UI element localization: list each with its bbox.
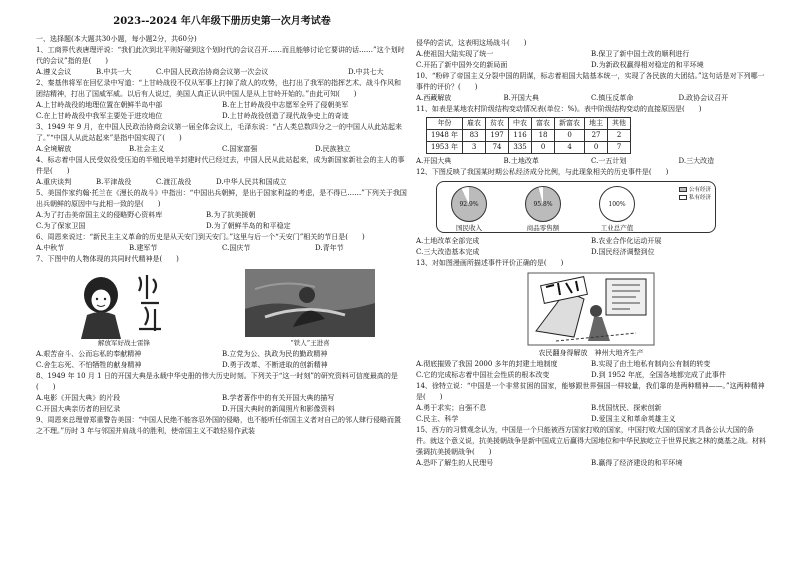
option: D.青年节 [315, 244, 344, 252]
option: C.在上甘岭战役中我军主要处于进攻地位 [36, 112, 163, 120]
question-9-options [416, 49, 766, 71]
table-cell: 4 [555, 142, 585, 154]
option: B.保卫了新中国土改的顺利进行 [591, 50, 690, 58]
option: A.开国大典 [416, 157, 452, 165]
option: D.三大改造 [678, 157, 715, 165]
pie-value: 95.8% [533, 201, 553, 208]
option: D.中共七大 [348, 68, 384, 76]
table-cell: 27 [585, 130, 608, 142]
lei-feng-illustration [69, 269, 179, 339]
option: A.中秋节 [36, 244, 65, 252]
option: B.为了抗美援朝 [206, 211, 256, 219]
table-header-cell: 年份 [427, 118, 463, 130]
legend-label: 公有经济 [688, 187, 711, 193]
table-cell: 335 [509, 142, 532, 154]
option: C.国家富强 [222, 145, 258, 153]
option: D.为新政权赢得相对稳定的和平环境 [591, 61, 704, 69]
table-cell: 18 [532, 130, 555, 142]
question-4-stem: 4、标志着中国人民受奴役受压迫的半殖民地半封建时代已经过去，中国人民从此站起来，成为新国家新社会的主人的事件是( ) [36, 156, 405, 175]
land-reform-cartoon [526, 271, 656, 359]
table-cell: 197 [486, 130, 509, 142]
lei-feng-portrait [69, 269, 179, 347]
table-row [427, 130, 631, 142]
option: B.建军节 [129, 244, 158, 252]
option: B.农业合作化运动开展 [591, 237, 662, 245]
option: B.社会主义 [129, 145, 165, 153]
option: D.民族独立 [315, 145, 351, 153]
option: B.平津战役 [96, 178, 132, 186]
option: C.三大改造基本完成 [416, 248, 480, 256]
question-3-options [36, 144, 408, 155]
question-5-stem: 5、美国作家约翰·托兰在《漫长的战斗》中指出：“中国出兵朝鲜，是出于国家利益的考虑，是不得已……”下列关于我国出兵朝鲜的原因中与此相一致的是( ) [36, 189, 407, 208]
option: D.到 1952 年底，全国各地都完成了此事件 [591, 371, 726, 379]
option: A.为了打击美帝国主义的侵略野心资料库 [36, 211, 163, 219]
question-15-stem: 15、西方的习惯观念认为，中国是一个只能被西方国家打败的国家，中国打败大国的国家才具备公认大国的条件。就这个意义说，抗美援朝战争是新中国成立后赢得大国地位和中华民族屹立于世界民族之林的奠基之战。材料强调抗美援朝战争( ) [416, 426, 766, 456]
figure-caption: “铁人”王进喜 [290, 339, 330, 347]
table-cell: 1948 年 [427, 130, 463, 142]
table-header-cell: 贫农 [486, 118, 509, 130]
ownership-pie-panel [436, 181, 716, 233]
option: C.开国大典亲历者的回忆录 [36, 405, 121, 413]
right-column [416, 38, 766, 469]
option: A.西藏解放 [416, 94, 452, 102]
table-cell: 2 [608, 130, 631, 142]
option: B.中共一大 [96, 68, 132, 76]
section-header: 一、选择题(本大题共30小题，每小题2分，共60分) [36, 35, 197, 43]
option: A.遵义会议 [36, 68, 72, 76]
question-14-options [416, 403, 766, 425]
option: C.中国人民政治协商会议第一次会议 [156, 68, 269, 76]
question-7-stem: 7、下图中的人物体现的共同时代精神是( ) [36, 255, 179, 263]
option: B.在上甘岭战役中志愿军全歼了侵朝美军 [222, 101, 349, 109]
pie-legend [679, 186, 711, 202]
table-cell: 74 [486, 142, 509, 154]
table-row [427, 142, 631, 154]
pie-label: 工业总产值 [600, 224, 634, 232]
legend-swatch [679, 187, 687, 192]
option: A.土地改革全部完成 [416, 237, 480, 245]
question-6-options [36, 243, 408, 254]
table-cell: 1953 年 [427, 142, 463, 154]
option: D.为了朝鲜半岛的和平稳定 [206, 222, 291, 230]
option: C.国庆节 [222, 244, 251, 252]
question-10-stem: 10、“粉碎了帝国主义分裂中国的阴谋，标志着祖国大陆基本统一，实现了各民族的大团结。”这句话是对下列哪一事件的评价？( ) [416, 72, 765, 91]
option: D.政协会议召开 [678, 94, 729, 102]
option: C.一五计划 [591, 157, 627, 165]
option: A.电影《开国大典》的片段 [36, 394, 121, 402]
pie-value: 92.9% [459, 201, 479, 208]
pie-industrial-output [599, 186, 635, 222]
question-4-options [36, 177, 408, 188]
table-header-cell: 富农 [532, 118, 555, 130]
cartoon-illustration [526, 271, 656, 347]
option: B.赢得了经济建设的和平环境 [591, 459, 683, 467]
option: D.中华人民共和国成立 [216, 178, 287, 186]
legend-item [679, 194, 711, 202]
option: B.土地改革 [503, 157, 539, 165]
pie-national-income [451, 186, 487, 222]
pie-value: 100% [608, 201, 626, 208]
option: C.舍生忘死、不怕牺牲的献身精神 [36, 361, 142, 369]
option: C.民主、科学 [416, 415, 459, 423]
table-header-cell: 地主 [585, 118, 608, 130]
option: B.学者著作中的有关开国大典的描写 [222, 394, 335, 402]
table-header-cell: 雇农 [463, 118, 486, 130]
question-6-stem: 6、周恩来说过：“新民主主义革命的历史是从天安门到天安门。”这里与后一个“天安门”相关的节日是( ) [36, 233, 365, 241]
option: D.勇于改革、不断进取的创新精神 [222, 361, 328, 369]
question-13-stem: 13、对如图漫画所描述事件评价正确的是( ) [416, 259, 564, 267]
question-8-stem: 8、1949 年 10 月 1 日的开国大典是永载中华史册的伟大历史时刻。下列关于“这一时刻”的研究资料可信度最高的是( ) [36, 372, 398, 391]
table-cell: 116 [509, 130, 532, 142]
question-1-stem: 1、工商界代表唐理评说：“我们此次到北平则好碰到这个划时代的会议召开……而且能够讨论它要讲的话……”这个划时代的会议”指的是( ) [36, 46, 405, 65]
exam-title: 2023--2024 年八年级下册历史第一次月考试卷 [113, 16, 331, 27]
question-9-stem: 9、周恩来总理曾郑重警告美国：“中国人民绝不能容忍外国的侵略，也不能听任帝国主义者对自己的邻人肆行侵略而置之不理。”历时 3 年与邻国并肩战斗的胜利，使帝国主义不敢轻易作武装 [36, 416, 402, 435]
question-9-continuation: 侵华的尝试，这表明这场战斗( ) [416, 39, 527, 47]
table-header-cell: 中农 [509, 118, 532, 130]
table-cell: 83 [463, 130, 486, 142]
question-10-options [416, 93, 766, 104]
question-13-options [416, 359, 766, 381]
question-7-options [36, 349, 408, 371]
question-11-options [416, 156, 766, 167]
cartoon-caption: 农民翻身得解放 神州大地齐生产 [538, 349, 644, 357]
class-structure-table [426, 117, 631, 154]
option: A.全境解放 [36, 145, 72, 153]
table-cell: 3 [463, 142, 486, 154]
option: A.艰苦奋斗、公而忘私的奉献精神 [36, 350, 142, 358]
option: C.它的完成标志着中国社会性质的根本改变 [416, 371, 550, 379]
pie-label: 商品零售额 [526, 224, 560, 232]
option: A.上甘岭战役的地理位置在朝鲜半岛中部 [36, 101, 163, 109]
table-header-row [427, 118, 631, 130]
option: D.爱国主义和革命英雄主义 [591, 415, 676, 423]
question-2-options [36, 100, 408, 122]
wang-jinxi-photo [245, 269, 375, 347]
table-cell: 0 [555, 130, 585, 142]
option: D.国民经济调整到位 [591, 248, 655, 256]
option: C.渡江战役 [156, 178, 192, 186]
legend-label: 私有经济 [688, 195, 711, 201]
figure-caption: 解放军好战士雷锋 [98, 339, 150, 347]
option: A.重庆谈判 [36, 178, 72, 186]
pie-retail-sales [525, 186, 561, 222]
question-15-options [416, 458, 766, 469]
question-1-options [36, 67, 408, 78]
table-cell: 0 [585, 142, 608, 154]
option: C.镇压反革命 [591, 94, 634, 102]
question-5-options [36, 210, 408, 232]
legend-swatch [679, 195, 687, 200]
question-12-stem: 12、下图反映了我国某时期公私经济成分比例，与此现象相关的历史事件是( ) [416, 168, 669, 176]
option: C.开拓了新中国外交的新局面 [416, 61, 508, 69]
option: B.实现了由土地私有制向公有制的转变 [591, 360, 711, 368]
option: A.勇于求实；自强不息 [416, 404, 487, 412]
question-12-options [416, 236, 766, 258]
table-header-cell: 新富农 [555, 118, 585, 130]
option: C.为了保家卫国 [36, 222, 86, 230]
wang-jinxi-illustration [245, 269, 375, 337]
table-cell: 7 [608, 142, 631, 154]
option: A.恐吓了解生的人民理号 [416, 459, 494, 467]
option: B.立党为公、执政为民的勤政精神 [222, 350, 328, 358]
option: D.开国大典时的新闻照片和影像资料 [222, 405, 335, 413]
option: B.开国大典 [503, 94, 539, 102]
legend-item [679, 186, 711, 194]
question-2-stem: 2、秦基伟将军在回忆录中写道：“上甘岭战役不仅从军事上打掉了敌人的攻势，也打出了我军的指挥艺术、战斗作风和团结精神，打出了国威军威。以后有人说过，美国人真正认识中国人是从上甘岭开始的。”由此可知( ) [36, 79, 402, 98]
left-column [36, 14, 408, 437]
question-14-stem: 14、徐特立说：“中国是一个非常贫困的国家，能够跟世界强国一样较量，我们靠的是两种精神——。”这两种精神是( ) [416, 382, 765, 401]
table-header-cell: 其他 [608, 118, 631, 130]
option: A.使祖国大陆实现了统一 [416, 50, 494, 58]
question-3-stem: 3、1949 年 9 月，在中国人民政治协商会议第一届全体会议上，毛泽东说：“占人类总数四分之一的中国人从此站起来了。”“中国人从此站起来”是指中国实现了( ) [36, 123, 402, 142]
table-cell: 0 [532, 142, 555, 154]
option: D.上甘岭战役创造了现代战争史上的奇迹 [222, 112, 349, 120]
question-8-options [36, 393, 408, 415]
question-11-stem: 11、如表是某地农村阶级结构变动情况表(单位：%)。表中阶级结构变动的直接原因是( ) [416, 105, 702, 113]
pie-label: 国民收入 [456, 224, 482, 232]
question-7-figures [36, 267, 408, 347]
option: A.彻底摧毁了我国 2000 多年的封建土地制度 [416, 360, 558, 368]
option: B.忧国忧民、探索创新 [591, 404, 662, 412]
